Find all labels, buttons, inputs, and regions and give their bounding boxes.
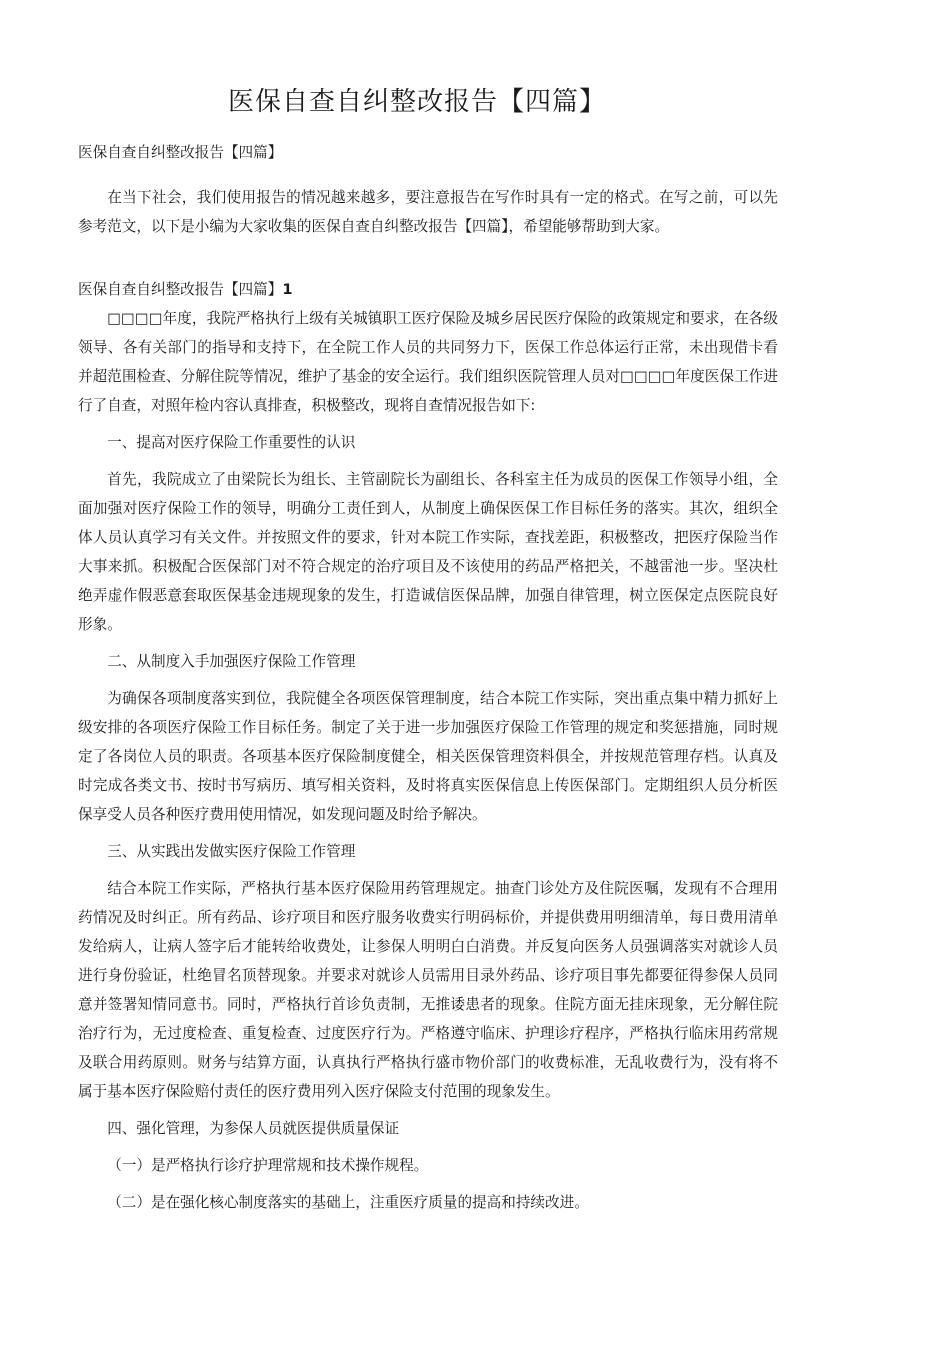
paragraph-two: 为确保各项制度落实到位，我院健全各项医保管理制度，结合本院工作实际，突出重点集中精力抓好上级安排的各项医疗保险工作目标任务。制定了关于进一步加强医疗保险工作管理的规定和奖惩措施，同时规定了各岗位人员的职责。各项基本医疗保险制度健全，相关医保管理资料俱全，并按规范管理存档。认真及时完成各类文书、按时书写病历、填写相关资料，及时将真实医保信息上传医保部门。定期组织人员分析医保享受人员各种医疗费用使用情况，如发现问题及时给予解决。 bbox=[78, 690, 778, 823]
paragraph-one: 首先，我院成立了由梁院长为组长、主管副院长为副组长、各科室主任为成员的医保工作领导小组，全面加强对医疗保险工作的领导，明确分工责任到人，从制度上确保医保工作目标任务的落实。其次，组织全体人员认真学习有关文件。并按照文件的要求，针对本院工作实际，查找差距，积极整改，把医疗保险当作大事来抓。积极配合医保部门对不符合规定的治疗项目及不该使用的药品严格把关，不越雷池一步。坚决杜绝弄虚作假恶意套取医保基金违规现象的发生，打造诚信医保品牌，加强自律管理，树立医保定点医院良好形象。 bbox=[78, 471, 778, 633]
heading-one: 一、提高对医疗保险工作重要性的认识 bbox=[107, 434, 356, 451]
heading-four: 四、强化管理，为参保人员就医提供质量保证 bbox=[107, 1120, 400, 1137]
section-heading bbox=[78, 275, 778, 304]
section-number: 1 bbox=[282, 281, 293, 298]
document-body bbox=[78, 138, 778, 1217]
overview-paragraph: □□□□年度，我院严格执行上级有关城镇职工医疗保险及城乡居民医疗保险的政策规定和要求，在各级领导、各有关部门的指导和支持下，在全院工作人员的共同努力下，医保工作总体运行正常，未出现借卡看并超范围检查、分解住院等情况，维护了基金的安全运行。我们组织医院管理人员对□□□□年度医保工作进行了自查，对照年检内容认真排查，积极整改，现将自查情况报告如下: bbox=[78, 310, 778, 414]
intro-paragraph: 在当下社会，我们使用报告的情况越来越多，要注意报告在写作时具有一定的格式。在写之前，可以先参考范文，以下是小编为大家收集的医保自查自纠整改报告【四篇】，希望能够帮助到大家。 bbox=[78, 189, 778, 235]
heading-three: 三、从实践出发做实医疗保险工作管理 bbox=[107, 843, 356, 860]
heading-two: 二、从制度入手加强医疗保险工作管理 bbox=[107, 653, 356, 670]
paragraph-three: 结合本院工作实际，严格执行基本医疗保险用药管理规定。抽查门诊处方及住院医嘱，发现有不合理用药情况及时纠正。所有药品、诊疗项目和医疗服务收费实行明码标价，并提供费用明细清单，每日费用清单发给病人，让病人签字后才能转给收费处，让参保人明明白白消费。并反复向医务人员强调落实对就诊人员进行身份验证，杜绝冒名顶替现象。并要求对就诊人员需用目录外药品、诊疗项目事先都要征得参保人员同意并签署知情同意书。同时，严格执行首诊负责制，无推诿患者的现象。住院方面无挂床现象，无分解住院治疗行为，无过度检查、重复检查、过度医疗行为。严格遵守临床、护理诊疗程序，严格执行临床用药常规及联合用药原则。财务与结算方面，认真执行严格执行盛市物价部门的收费标准，无乱收费行为，没有将不属于基本医疗保险赔付责任的医疗费用列入医疗保险支付范围的现象发生。 bbox=[78, 880, 778, 1100]
document-subtitle: 医保自查自纠整改报告【四篇】 bbox=[78, 144, 283, 161]
document-title: 医保自查自纠整改报告【四篇】 bbox=[228, 87, 607, 117]
section-heading-text: 医保自查自纠整改报告【四篇】 bbox=[78, 281, 283, 298]
list-item: （一）是严格执行诊疗护理常规和技术操作规程。 bbox=[107, 1157, 429, 1174]
list-item: （二）是在强化核心制度落实的基础上，注重医疗质量的提高和持续改进。 bbox=[107, 1194, 589, 1211]
